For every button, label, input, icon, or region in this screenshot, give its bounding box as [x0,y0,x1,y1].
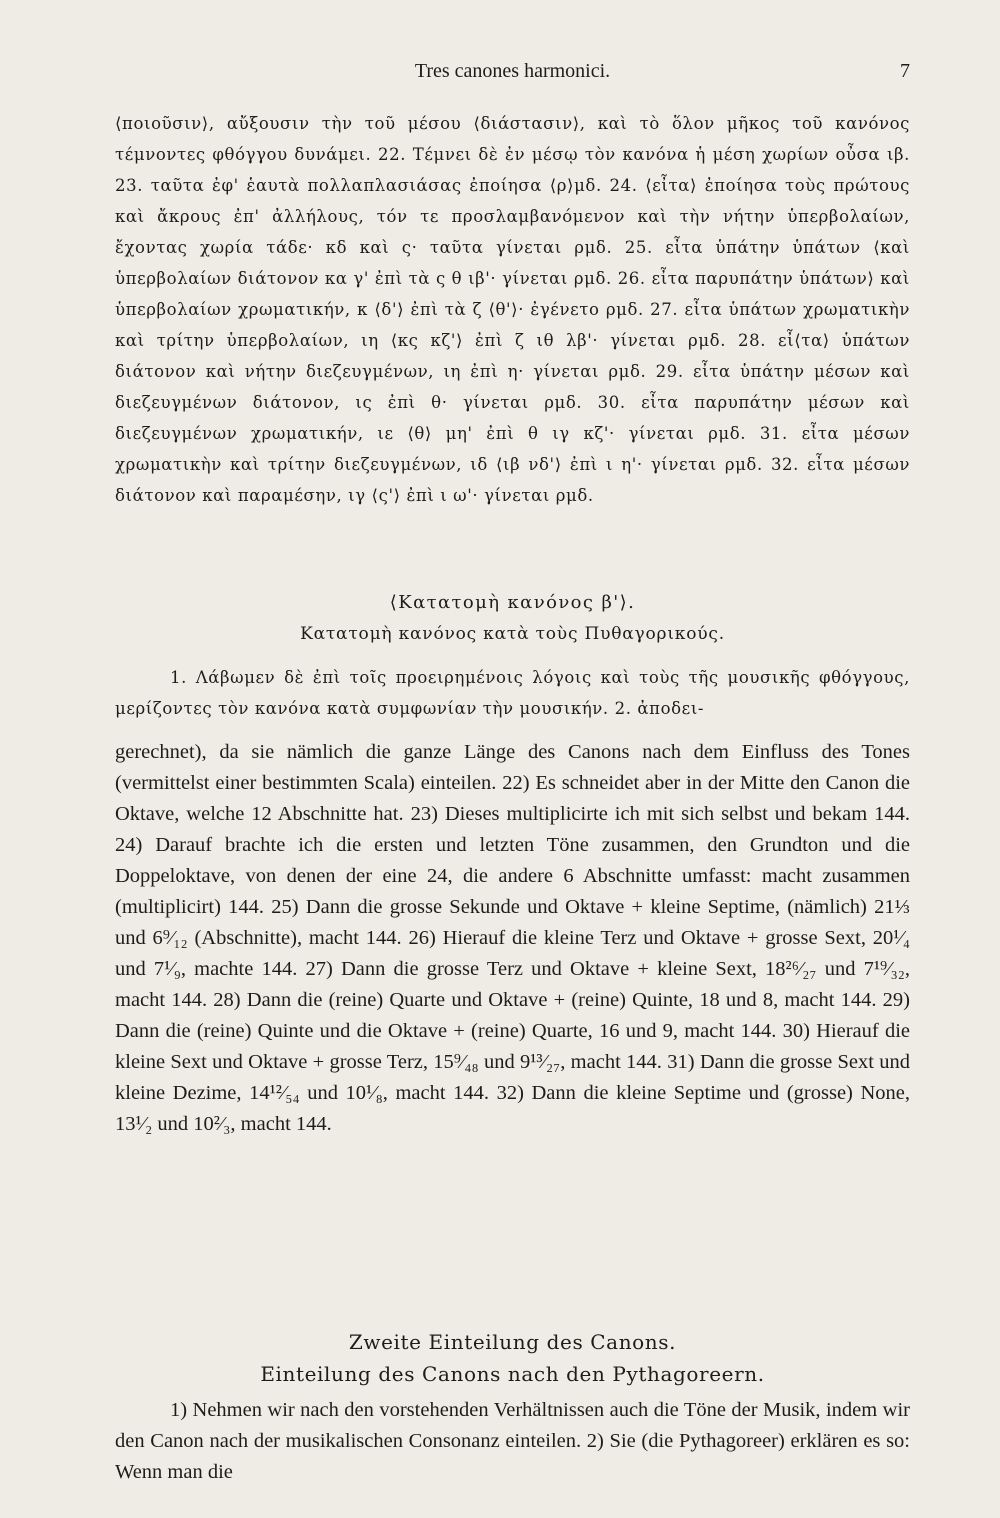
german-section-heading: Zweite Einteilung des Canons. [348,1330,677,1354]
german-translation-block-2 [115,1395,910,1488]
greek-section-heading: ⟨Κατατομὴ κανόνος β'⟩. [389,592,636,613]
greek-text-block-2 [115,662,910,724]
greek-section-subheading: Κατατομὴ κανόνος κατὰ τοὺς Πυθαγορικούς. [300,624,725,644]
page-number: 7 [900,60,910,82]
german-translation-block [115,737,910,1140]
german-paragraph-2: 1) Nehmen wir nach den vorstehenden Verhältnissen auch die Töne der Musik, indem wir den Canon nach der musikalischen Consonanz einteilen. 2) Sie (die Pythagoreer) erklären es so: Wenn man die [115,1399,910,1483]
running-title: Tres canones harmonici. [414,60,611,82]
german-section-subheading: Einteilung des Canons nach den Pythagoreern. [260,1362,765,1386]
running-head [115,60,910,90]
greek-paragraph-2: 1. Λάβωμεν δὲ ἐπὶ τοῖς προειρημένοις λόγοις καὶ τοὺς τῆς μουσικῆς φθόγγους, μερίζοντες τὸν κανόνα κατὰ συμφωνίαν τὴν μουσικήν. 2. ἀποδει- [115,668,910,718]
greek-text-block [115,108,910,511]
german-paragraph: gerechnet), da sie nämlich die ganze Länge des Canons nach dem Einfluss des Tones (vermittelst einer bestimmten Scala) einteilen. 22) Es schneidet aber in der Mitte den Canon die Oktave, welche 12 Abschnitte hat. 23) Dieses multiplicirte ich mit sich selbst und bekam 144. 24) Darauf brachte ich die ersten und letzten Töne zusammen, den Grundton und die Doppeloktave, von denen der eine 24, die andere 6 Abschnitte umfasst: macht zusammen (multiplicirt) 144. 25) Dann die grosse Sekunde und Oktave + kleine Septime, (nämlich) 21⅓ und 6⁹⁄₁₂ (Abschnitte), macht 144. 26) Hierauf die kleine Terz und Oktave + grosse Sext, 20¹⁄₄ und 7¹⁄₉, machte 144. 27) Dann die grosse Terz und Oktave + kleine Sext, 18²⁶⁄₂₇ und 7¹⁹⁄₃₂, macht 144. 28) Dann die (reine) Quarte und Oktave + (reine) Quinte, 18 und 8, macht 144. 29) Dann die (reine) Quinte und die Oktave + (reine) Quarte, 16 und 9, macht 144. 30) Hierauf die kleine Sext und Oktave + grosse Terz, 15⁹⁄₄₈ und 9¹³⁄₂₇, macht 144. 31) Dann die grosse Sext und kleine Dezime, 14¹²⁄₅₄ und 10¹⁄₈, macht 144. 32) Dann die kleine Septime und (grosse) None, 13¹⁄₂ und 10²⁄₃, macht 144. [115,741,910,1135]
greek-paragraph: ⟨ποιοῦσιν⟩, αὔξουσιν τὴν τοῦ μέσου ⟨διάστασιν⟩, καὶ τὸ ὅλον μῆκος τοῦ κανόνος τέμνοντες φθόγγου δυνάμει. 22. Τέμνει δὲ ἐν μέσῳ τὸν κανόνα ἡ μέση χωρίων οὖσα ιβ. 23. ταῦτα ἐφ' ἑαυτὰ πολλαπλασιάσας ἐποίησα ⟨ρ⟩μδ. 24. ⟨εἶτα⟩ ἐποίησα τοὺς πρώτους καὶ ἄκρους ἐπ' ἀλλήλους, τόν τε προσλαμβανόμενον καὶ τὴν νήτην ὑπερβολαίων, ἔχοντας χωρία τάδε· κδ καὶ ς· ταῦτα γίνεται ρμδ. 25. εἶτα ὑπάτην ὑπάτων ⟨καὶ ὑπερβολαίων διάτονον κα γ' ἐπὶ τὰ ς θ ιβ'· γίνεται ρμδ. 26. εἶτα παρυπάτην ὑπάτων⟩ καὶ ὑπερβολαίων χρωματικήν, κ ⟨δ'⟩ ἐπὶ τὰ ζ ⟨θ'⟩· ἐγένετο ρμδ. 27. εἶτα ὑπάτων χρωματικὴν καὶ τρίτην ὑπερβολαίων, ιη ⟨κς κζ'⟩ ἐπὶ ζ ιθ λβ'· γίνεται ρμδ. 28. εἶ⟨τα⟩ ὑπάτων διάτονον καὶ νήτην διεζευγμένων, ιη ἐπὶ η· γίνεται ρμδ. 29. εἶτα ὑπάτην μέσων καὶ διεζευγμένων διάτονον, ις ἐπὶ θ· γίνεται ρμδ. 30. εἶτα παρυπάτην μέσων καὶ διεζευγμένων χρωματικήν, ιε ⟨θ⟩ μη' ἐπὶ θ ιγ κζ'· γίνεται ρμδ. 31. εἶτα μέσων χρωματικὴν καὶ τρίτην διεζευγμένων, ιδ ⟨ιβ νδ'⟩ ἐπὶ ι η'· γίνεται ρμδ. 32. εἶτα μέσων διάτονον καὶ παραμέσην, ιγ ⟨ς'⟩ ἐπὶ ι ω'· γίνεται ρμδ. [115,114,910,505]
